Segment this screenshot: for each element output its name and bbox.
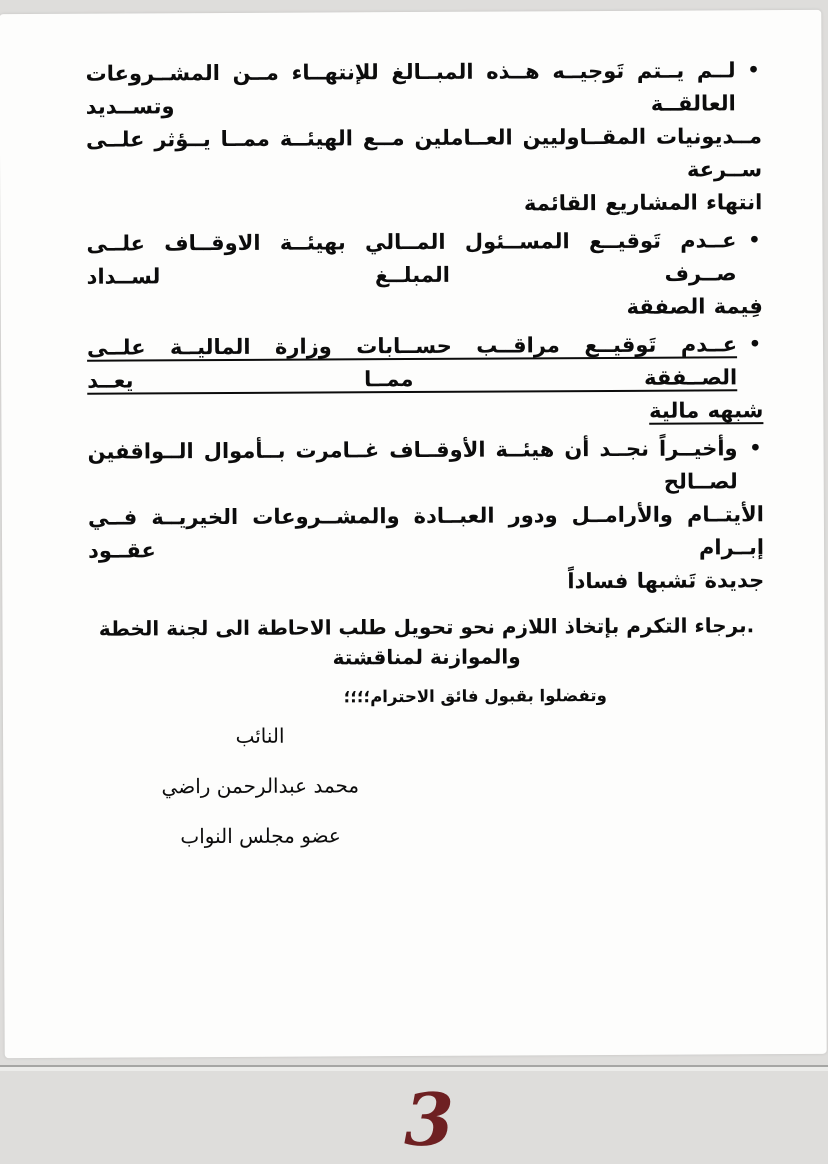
bullet-text: لــم يــتم تَوجيــه هــذه المبــالغ للإنتهــاء مــن المشــروعات العالقــة وتســديد xyxy=(85,58,736,119)
bullet-line xyxy=(88,564,764,601)
bullet-dot-icon: • xyxy=(747,59,760,82)
bullet-text: شبهه مالية xyxy=(649,398,764,423)
closing-request-line: .برجاء التكرم بإتخاذ اللازم نحو تحويل طلب الاحاطة الى لجنة الخطة والموازنة لمناقشتة xyxy=(98,613,755,670)
bullet-dot-icon: • xyxy=(748,229,761,252)
bullet-line xyxy=(86,224,762,294)
bullet-text: جديدة تَشبها فساداً xyxy=(567,568,765,594)
bullet-line xyxy=(86,186,762,223)
bullet-line xyxy=(88,498,764,568)
bullet-line xyxy=(87,290,763,327)
photo-bottom-strip xyxy=(0,1067,828,1071)
bullet-text: الأيتــام والأرامــل ودور العبــادة والمشــروعات الخيريــة فــي إبــرام عقــود xyxy=(87,502,765,563)
bullet-text: عــدم تَوقيــع المســئول المــالي بهيئــة الاوقــاف علــى صــرف المبلــغ لســداد xyxy=(86,228,737,289)
bullet-line xyxy=(86,120,762,190)
bullet-text: مــديونيات المقــاوليين العــاملين مــع الهيئــة ممــا يــؤثر علــى ســرعة xyxy=(85,124,763,182)
bullet-dot-icon: • xyxy=(749,437,762,460)
bullet-line xyxy=(87,432,763,502)
bullet-dot-icon: • xyxy=(748,333,762,356)
bullet-text: انتهاء المشاريع القائمة xyxy=(523,190,763,216)
bullet-item xyxy=(87,432,764,601)
bullet-item-underlined xyxy=(87,328,764,431)
bullet-line xyxy=(87,328,763,398)
signature-block xyxy=(105,724,416,848)
bullet-text: وأخيــراً نجــد أن هيئــة الأوقــاف غــامرت بــأموال الــواقفين لصــالح xyxy=(87,436,738,494)
signature-title: النائب xyxy=(235,723,285,748)
signature-name: محمد عبدالرحمن راضي xyxy=(161,773,360,799)
bullet-text: فِيمة الصفقة xyxy=(626,294,763,319)
page-number: 3 xyxy=(403,1076,455,1163)
bullet-line xyxy=(87,394,763,431)
bullet-line xyxy=(86,54,762,124)
signature-role: عضو مجلس النواب xyxy=(180,823,341,849)
bullet-item xyxy=(86,224,763,327)
bullet-item xyxy=(86,54,763,223)
scanned-document-page xyxy=(0,10,827,1163)
regards-line: وتفضلوا بقبول فائق الاحترام؛؛؛؛ xyxy=(343,685,607,707)
bullet-text: عــدم تَوقيــع مراقــب حســابات وزارة الماليــة علــى الصــفقة ممــا يعــد xyxy=(86,332,738,393)
